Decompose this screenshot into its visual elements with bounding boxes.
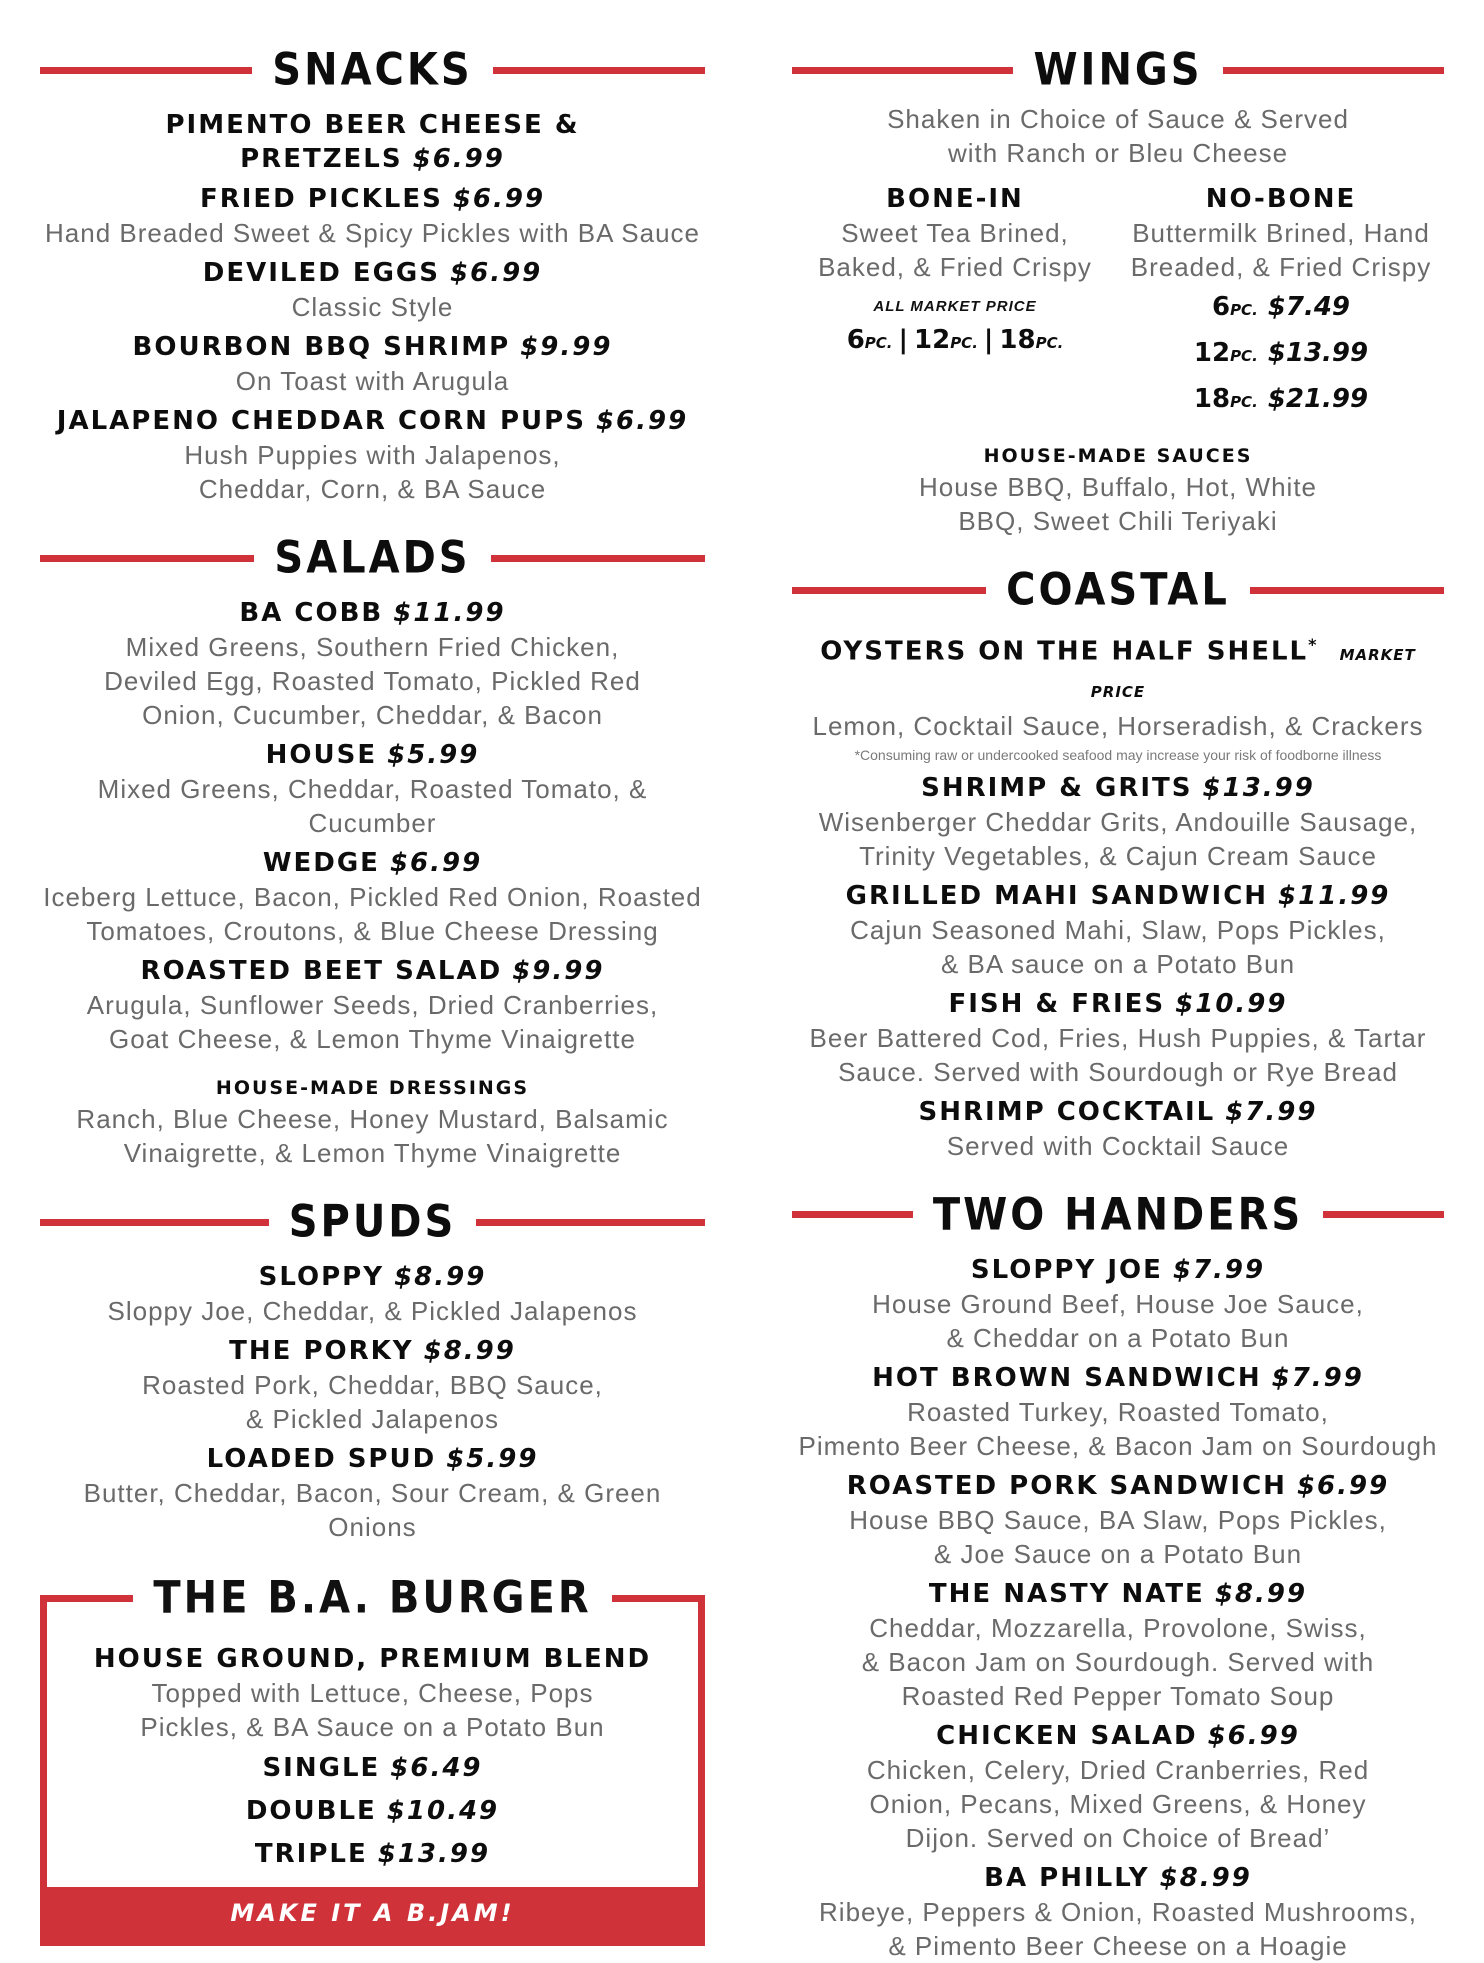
menu-item-name <box>40 1442 705 1476</box>
divider-line <box>493 67 705 74</box>
size-count: 12 <box>914 325 951 355</box>
item-description: Onion, Pecans, Mixed Greens, & Honey <box>869 1788 1367 1819</box>
wing-price: $13.99 <box>1267 338 1369 368</box>
menu-item-name <box>792 1095 1444 1129</box>
option-name: TRIPLE <box>254 1839 368 1869</box>
menu-item-name <box>40 182 705 216</box>
piece-count: 18 <box>1193 384 1231 414</box>
item-price: $6.99 <box>452 184 546 214</box>
raw-seafood-note: *Consuming raw or undercooked seafood may increase your risk of foodborne illness <box>854 746 1382 763</box>
dressings-heading: HOUSE-MADE DRESSINGS <box>215 1077 530 1099</box>
item-title: THE NASTY NATE <box>928 1578 1205 1609</box>
item-title: JALAPENO CHEDDAR CORN PUPS <box>56 406 586 436</box>
item-title: ROASTED PORK SANDWICH <box>846 1470 1287 1501</box>
menu-item-name <box>792 1253 1444 1287</box>
divider-line <box>1323 1211 1444 1218</box>
item-price: $9.99 <box>520 332 613 362</box>
menu-item-name <box>40 404 705 438</box>
item-description: Classic Style <box>291 292 454 322</box>
bone-in-desc: Sweet Tea Brined, <box>841 218 1069 248</box>
item-title: CHICKEN SALAD <box>936 1720 1198 1751</box>
option-price: $6.49 <box>390 1753 483 1783</box>
piece-count: 12 <box>1193 338 1231 368</box>
item-description: Chicken, Celery, Dried Cranberries, Red <box>866 1754 1370 1785</box>
item-price: $7.99 <box>1225 1096 1318 1127</box>
menu-item-name <box>792 1719 1444 1753</box>
menu-item-name <box>792 1361 1444 1395</box>
spuds-section <box>40 1190 705 1544</box>
wing-price: $7.49 <box>1267 292 1351 322</box>
option-price: $10.49 <box>386 1796 500 1826</box>
item-price: $5.99 <box>446 1444 539 1474</box>
section-title: WINGS <box>1033 44 1203 96</box>
item-price: $10.99 <box>1175 988 1288 1019</box>
divider-line <box>476 1219 705 1226</box>
item-description: Pimento Beer Cheese, & Bacon Jam on Sourdough <box>798 1430 1438 1461</box>
item-description: & Cheddar on a Potato Bun <box>946 1322 1290 1353</box>
menu-item-name <box>792 987 1444 1021</box>
item-price: $6.99 <box>412 144 505 174</box>
section-header <box>792 38 1444 102</box>
section-title: SNACKS <box>272 44 473 96</box>
bone-in-title: BONE-IN <box>886 184 1024 214</box>
item-title: GRILLED MAHI SANDWICH <box>845 880 1269 911</box>
item-price: $7.99 <box>1172 1254 1266 1285</box>
pc-label: PC. <box>1230 347 1258 365</box>
bone-in-desc: Baked, & Fried Crispy <box>818 252 1092 282</box>
item-description: Cheddar, Corn, & BA Sauce <box>198 474 547 504</box>
divider-line <box>612 1595 705 1602</box>
oysters-name: OYSTERS ON THE HALF SHELL <box>820 636 1309 667</box>
item-price: $6.99 <box>1296 1470 1390 1501</box>
item-description: Iceberg Lettuce, Bacon, Pickled Red Onion, Roasted <box>43 882 702 912</box>
menu-item-name <box>40 108 705 176</box>
burger-banner: MAKE IT A B.JAM! <box>47 1887 698 1939</box>
section-title: SPUDS <box>288 1196 457 1248</box>
left-column <box>40 0 705 1946</box>
item-price: $8.99 <box>1214 1578 1308 1609</box>
burger-option <box>47 1750 698 1787</box>
item-price: $6.99 <box>1207 1720 1300 1751</box>
menu-item-name <box>792 1861 1444 1895</box>
burger-options <box>47 1750 698 1873</box>
item-description: Served with Cocktail Sauce <box>946 1130 1290 1161</box>
option-price: $13.99 <box>377 1839 491 1869</box>
section-header <box>40 1566 705 1630</box>
asterisk: * <box>1308 635 1319 654</box>
item-price: $8.99 <box>1159 1862 1252 1893</box>
item-title: THE PORKY <box>229 1336 414 1366</box>
item-description: & Bacon Jam on Sourdough. Served with <box>861 1646 1375 1677</box>
wings-intro-line: with Ranch or Bleu Cheese <box>947 138 1289 168</box>
item-description: Trinity Vegetables, & Cajun Cream Sauce <box>859 840 1377 871</box>
pc-label: PC. <box>1230 301 1258 319</box>
divider-line <box>40 1219 269 1226</box>
wings-intro-line: Shaken in Choice of Sauce & Served <box>887 104 1349 134</box>
burger-option <box>47 1793 698 1830</box>
item-description: Beer Battered Cod, Fries, Hush Puppies, & Tartar <box>809 1022 1427 1053</box>
item-price: $11.99 <box>1278 880 1391 911</box>
dressings-line: Ranch, Blue Cheese, Honey Mustard, Balsamic <box>76 1104 669 1134</box>
sauces-line: BBQ, Sweet Chili Teriyaki <box>958 506 1278 536</box>
burger-subtitle: HOUSE GROUND, PREMIUM BLEND <box>93 1644 652 1674</box>
item-price: $8.99 <box>423 1336 516 1366</box>
piece-count: 6 <box>1211 292 1231 322</box>
item-description: Tomatoes, Croutons, & Blue Cheese Dressing <box>86 916 659 946</box>
item-description: House Ground Beef, House Joe Sauce, <box>872 1288 1364 1319</box>
item-price: $6.99 <box>389 848 483 878</box>
item-description: Wisenberger Cheddar Grits, Andouille Sausage, <box>818 806 1418 837</box>
pc-label: PC. <box>950 334 978 352</box>
item-description: Ribeye, Peppers & Onion, Roasted Mushrooms, <box>819 1896 1417 1927</box>
divider-line <box>1250 587 1444 594</box>
item-description: Sloppy Joe, Cheddar, & Pickled Jalapenos <box>107 1296 638 1326</box>
menu-item-name <box>792 879 1444 913</box>
menu-item-name <box>40 330 705 364</box>
oysters-title <box>792 628 1444 709</box>
size-count: 6 <box>846 325 865 355</box>
item-description: Arugula, Sunflower Seeds, Dried Cranberries, <box>86 990 659 1020</box>
wing-price-row <box>1118 378 1444 424</box>
burger-content <box>47 1600 698 1939</box>
menu-list <box>40 596 705 1056</box>
item-description: Roasted Turkey, Roasted Tomato, <box>907 1396 1329 1427</box>
item-description: & Pickled Jalapenos <box>245 1404 500 1434</box>
item-price: $11.99 <box>393 598 506 628</box>
no-bone-desc: Buttermilk Brined, Hand <box>1132 218 1430 248</box>
oysters-desc: Lemon, Cocktail Sauce, Horseradish, & Crackers <box>812 710 1424 741</box>
two-handers-section <box>792 1183 1444 1963</box>
pc-label: PC. <box>1230 393 1258 411</box>
menu-item-name <box>40 846 705 880</box>
no-bone-column <box>1118 176 1444 424</box>
coastal-section <box>792 558 1444 1163</box>
divider-line <box>40 1595 133 1602</box>
menu-item-name <box>792 1469 1444 1503</box>
item-description: On Toast with Arugula <box>235 366 510 396</box>
market-price-label: MARKET PRICE <box>1090 645 1416 701</box>
section-title: COASTAL <box>1006 564 1230 616</box>
item-title: PIMENTO BEER CHEESE & PRETZELS <box>165 110 580 174</box>
menu-list <box>792 1253 1444 1963</box>
item-title: ROASTED BEET SALAD <box>140 956 503 986</box>
wing-price-row <box>1118 286 1444 332</box>
item-description: Butter, Cheddar, Bacon, Sour Cream, & Green Onions <box>83 1478 662 1542</box>
menu-list <box>792 771 1444 1163</box>
menu-item-name <box>40 738 705 772</box>
divider-line <box>792 1211 913 1218</box>
section-header <box>40 526 705 590</box>
divider-line <box>491 555 705 562</box>
item-title: FISH & FRIES <box>948 988 1166 1019</box>
item-price: $13.99 <box>1202 772 1315 803</box>
item-title: SLOPPY JOE <box>970 1254 1163 1285</box>
section-header <box>792 1183 1444 1247</box>
item-price: $6.99 <box>595 406 689 436</box>
separator: | <box>898 325 908 355</box>
item-description: Sauce. Served with Sourdough or Rye Bread <box>838 1056 1398 1087</box>
item-description: House BBQ Sauce, BA Slaw, Pops Pickles, <box>849 1504 1387 1535</box>
item-description: Deviled Egg, Roasted Tomato, Pickled Red <box>104 666 641 696</box>
menu-item-name <box>40 1334 705 1368</box>
sauces-line: House BBQ, Buffalo, Hot, White <box>918 472 1318 502</box>
menu-list <box>40 1260 705 1544</box>
item-title: SHRIMP COCKTAIL <box>918 1096 1216 1127</box>
salads-section <box>40 526 705 1170</box>
market-price-label: ALL MARKET PRICE <box>873 298 1037 315</box>
no-bone-desc: Breaded, & Fried Crispy <box>1130 252 1432 282</box>
dressings-line: Vinaigrette, & Lemon Thyme Vinaigrette <box>123 1138 622 1168</box>
menu-item-name <box>40 1260 705 1294</box>
item-title: SLOPPY <box>258 1262 385 1292</box>
no-bone-prices <box>1118 286 1444 424</box>
item-price: $9.99 <box>512 956 605 986</box>
section-header <box>40 1190 705 1254</box>
item-description: & Pimento Beer Cheese on a Hoagie <box>888 1930 1348 1961</box>
menu-item-name <box>792 771 1444 805</box>
no-bone-title: NO-BONE <box>1205 184 1357 214</box>
snacks-section <box>40 38 705 506</box>
item-price: $8.99 <box>394 1262 487 1292</box>
wing-price-row <box>1118 332 1444 378</box>
item-description: Cheddar, Mozzarella, Provolone, Swiss, <box>869 1612 1367 1643</box>
menu-item-name <box>40 596 705 630</box>
bone-in-sizes <box>792 319 1118 365</box>
item-title: SHRIMP & GRITS <box>921 772 1193 803</box>
item-title: WEDGE <box>262 848 380 878</box>
divider-line <box>792 587 986 594</box>
wing-options <box>792 176 1444 424</box>
item-description: Mixed Greens, Southern Fried Chicken, <box>125 632 620 662</box>
item-title: BA COBB <box>239 598 384 628</box>
size-count: 18 <box>999 325 1036 355</box>
burger-desc-line: Pickles, & BA Sauce on a Potato Bun <box>140 1712 605 1742</box>
item-description: Hand Breaded Sweet & Spicy Pickles with BA Sauce <box>45 218 700 248</box>
wings-section <box>792 38 1444 538</box>
separator: | <box>983 325 994 355</box>
item-description: Goat Cheese, & Lemon Thyme Vinaigrette <box>109 1024 636 1054</box>
item-description: & BA sauce on a Potato Bun <box>940 948 1296 979</box>
item-description: Mixed Greens, Cheddar, Roasted Tomato, & Cucumber <box>97 774 648 838</box>
item-description: Onion, Cucumber, Cheddar, & Bacon <box>142 700 603 730</box>
item-title: HOT BROWN SANDWICH <box>872 1362 1262 1393</box>
item-title: DEVILED EGGS <box>202 258 441 288</box>
section-header <box>40 38 705 102</box>
item-description: Roasted Red Pepper Tomato Soup <box>901 1680 1335 1711</box>
section-header <box>792 558 1444 622</box>
section-title: SALADS <box>274 532 471 584</box>
bone-in-column <box>792 176 1118 424</box>
burger-option <box>47 1836 698 1873</box>
item-description: Hush Puppies with Jalapenos, <box>184 440 561 470</box>
divider-line <box>40 67 252 74</box>
item-description: & Joe Sauce on a Potato Bun <box>933 1538 1303 1569</box>
burger-box <box>40 1572 705 1946</box>
menu-item-name <box>40 256 705 290</box>
item-title: BOURBON BBQ SHRIMP <box>132 332 511 362</box>
pc-label: PC. <box>864 334 893 352</box>
right-column <box>792 0 1444 1963</box>
menu-list <box>40 108 705 506</box>
divider-line <box>40 555 254 562</box>
pc-label: PC. <box>1035 334 1064 352</box>
item-price: $6.99 <box>450 258 543 288</box>
item-title: BA PHILLY <box>984 1862 1150 1893</box>
item-description: Cajun Seasoned Mahi, Slaw, Pops Pickles, <box>850 914 1386 945</box>
divider-line <box>1223 67 1444 74</box>
section-title: TWO HANDERS <box>932 1188 1304 1241</box>
item-price: $5.99 <box>387 740 480 770</box>
option-name: SINGLE <box>262 1753 381 1783</box>
burger-desc-line: Topped with Lettuce, Cheese, Pops <box>151 1678 594 1708</box>
item-description: Dijon. Served on Choice of Bread’ <box>905 1822 1331 1853</box>
wing-price: $21.99 <box>1267 384 1369 414</box>
option-name: DOUBLE <box>245 1796 377 1826</box>
item-price: $7.99 <box>1271 1362 1364 1393</box>
item-title: HOUSE <box>265 740 378 770</box>
item-title: FRIED PICKLES <box>199 184 443 214</box>
menu-item-name <box>792 1577 1444 1611</box>
section-title: THE B.A. BURGER <box>153 1572 592 1624</box>
divider-line <box>792 67 1013 74</box>
menu-item-name <box>40 954 705 988</box>
sauces-heading: HOUSE-MADE SAUCES <box>983 445 1253 467</box>
item-description: Roasted Pork, Cheddar, BBQ Sauce, <box>142 1370 603 1400</box>
item-title: LOADED SPUD <box>206 1444 437 1474</box>
